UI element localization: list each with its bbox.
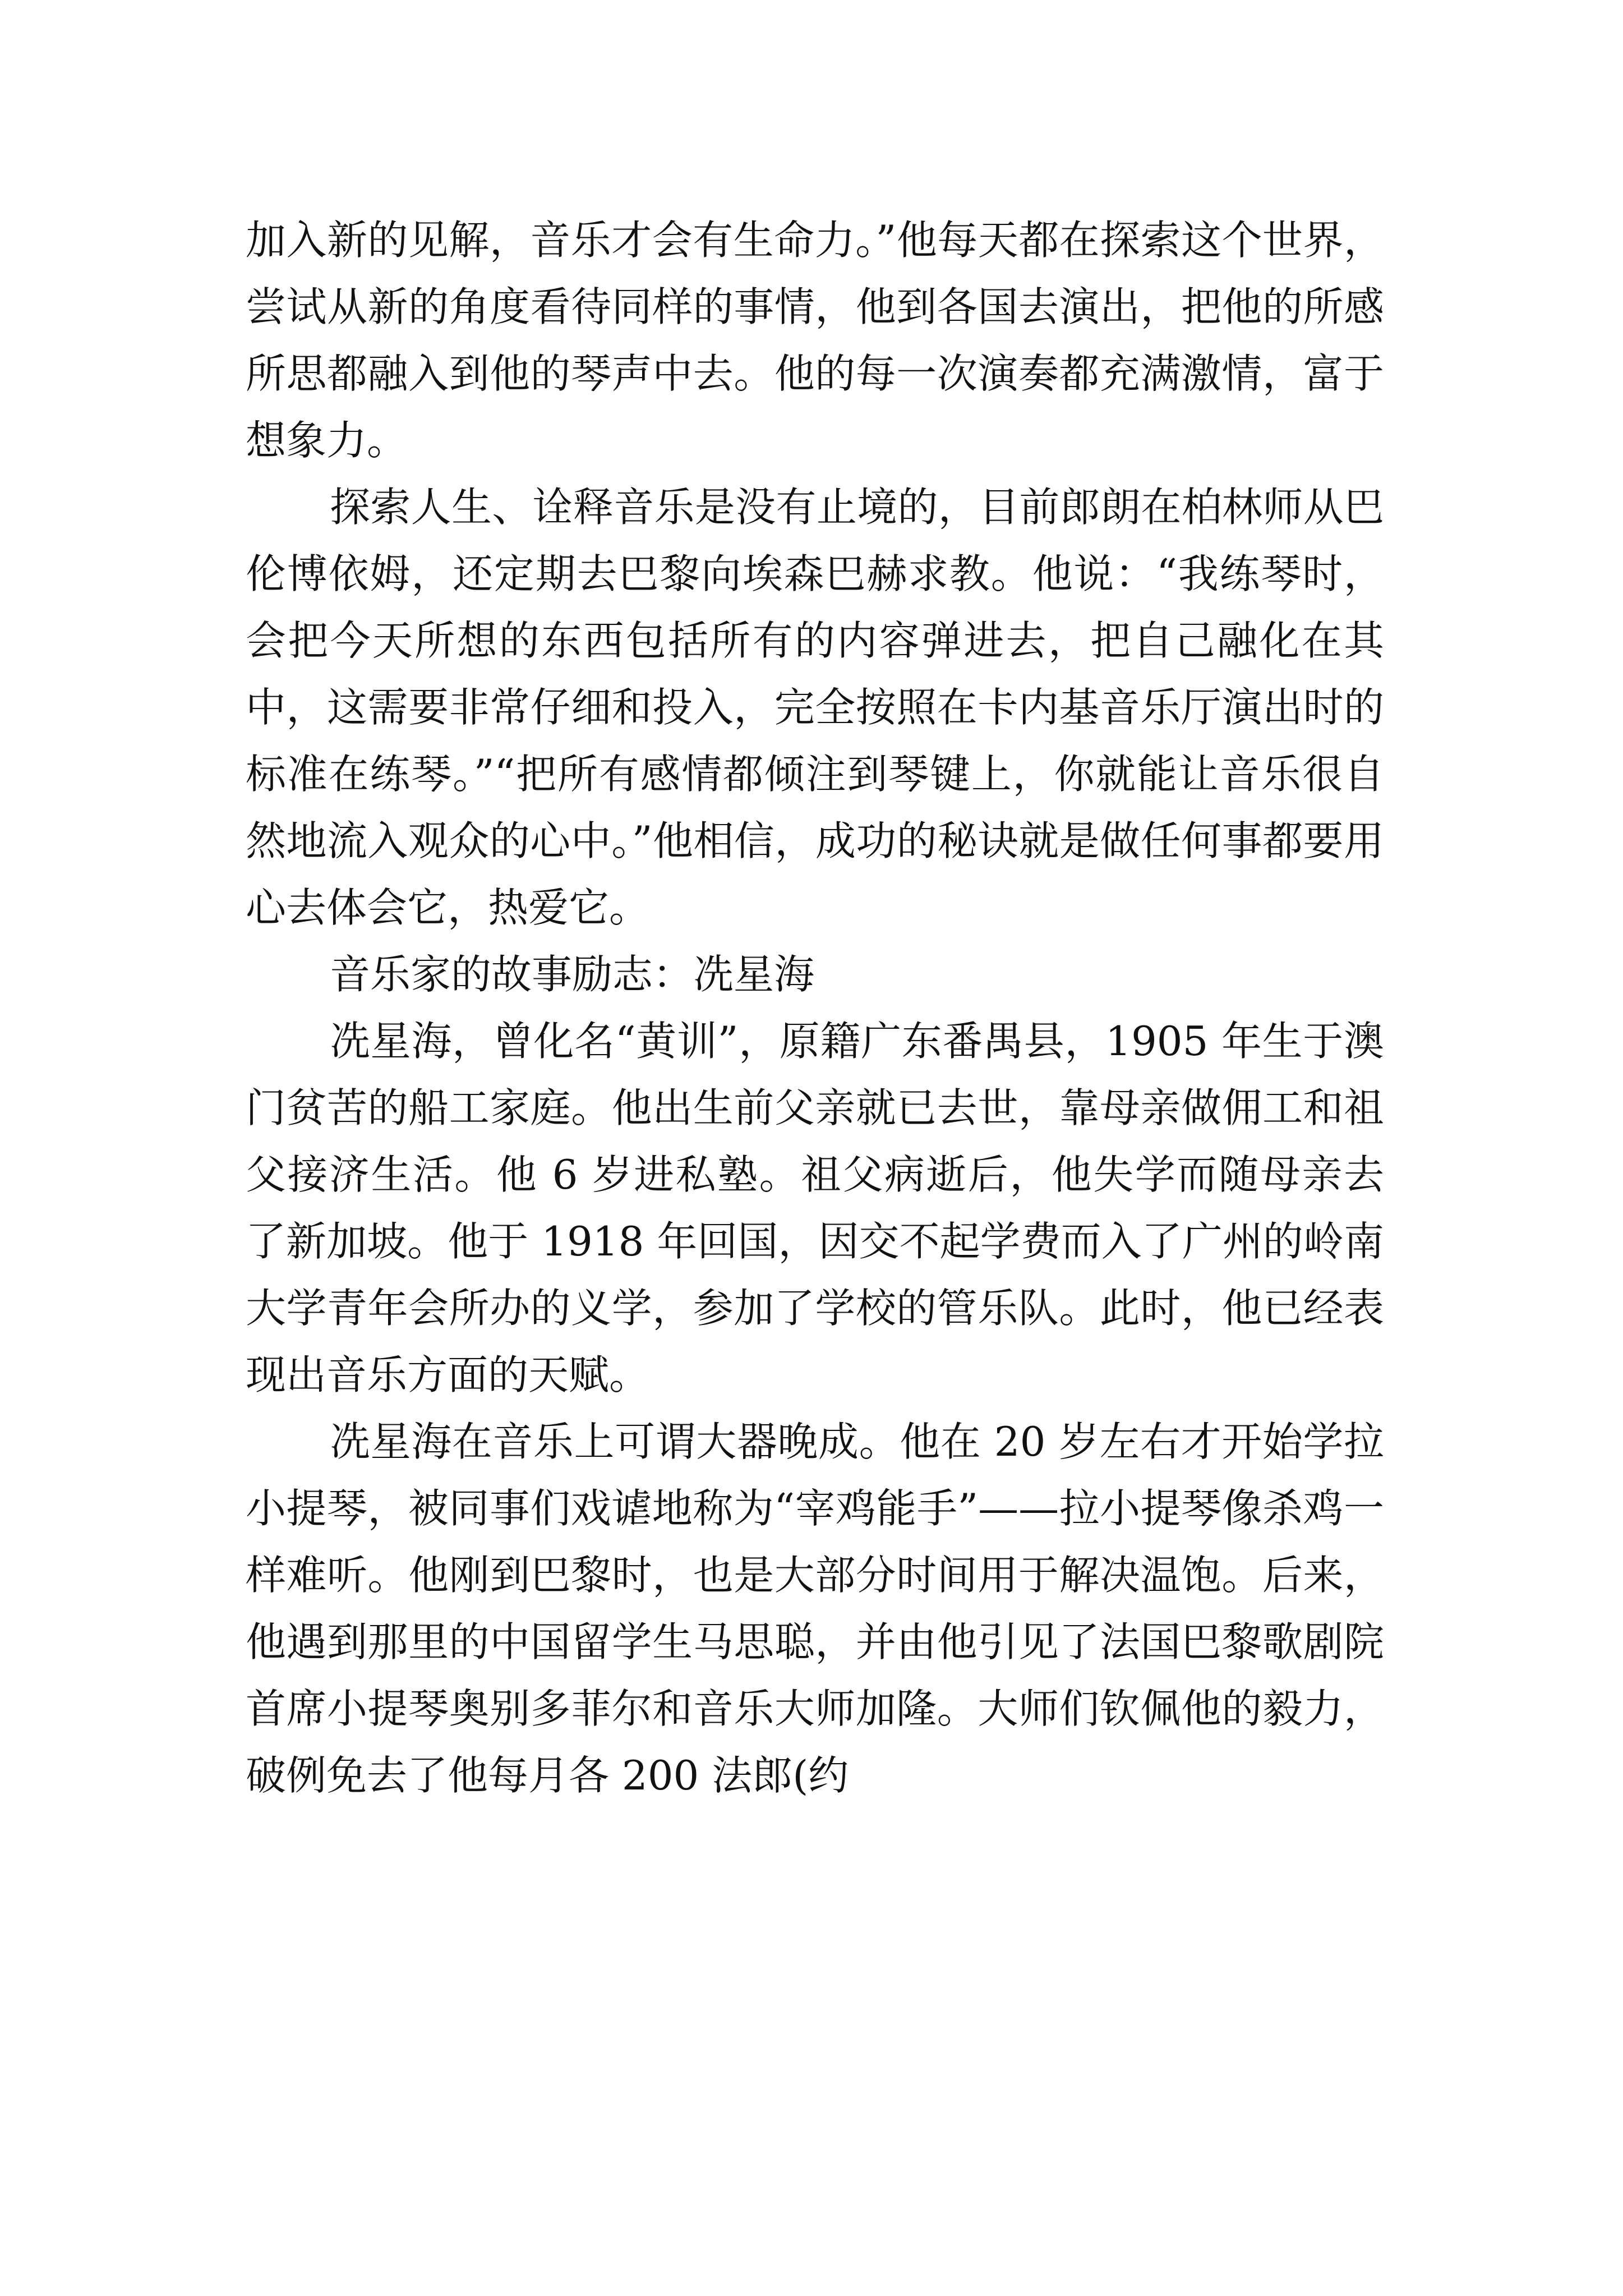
paragraph-4: 冼星海在音乐上可谓大器晚成。他在 20 岁左右才开始学拉小提琴，被同事们戏谑地称为“宰鸡能手”——拉小提琴像杀鸡一样难听。他刚到巴黎时，也是大部分时间用于解决温饱。后来，他遇到那里的中国留学生马思聪，并由他引见了法国巴黎歌剧院首席小提琴奥别多菲尔和音乐大师加隆。大师们钦佩他的毅力，破例免去了他每月各 200 法郎(约: [246, 1418, 1384, 1799]
section-heading: 音乐家的故事励志：冼星海: [330, 951, 815, 998]
paragraph-3: 冼星海，曾化名“黄训”，原籍广东番禺县，1905 年生于澳门贫苦的船工家庭。他出生前父亲就已去世，靠母亲做佣工和祖父接济生活。他 6 岁进私塾。祖父病逝后，他失学而随母亲去了新加坡。他于 1918 年回国，因交不起学费而入了广州的岭南大学青年会所办的义学，参加了学校的管乐队。此时，他已经表现出音乐方面的天赋。: [246, 1018, 1384, 1398]
paragraph-1: 加入新的见解，音乐才会有生命力。”他每天都在探索这个世界，尝试从新的角度看待同样的事情，他到各国去演出，把他的所感所思都融入到他的琴声中去。他的每一次演奏都充满激情，富于想象力。: [246, 217, 1384, 464]
paragraph-2: 探索人生、诠释音乐是没有止境的，目前郎朗在柏林师从巴伦博依姆，还定期去巴黎向埃森巴赫求教。他说：“我练琴时，会把今天所想的东西包括所有的内容弹进去，把自己融化在其中，这需要非常仔细和投入，完全按照在卡内基音乐厅演出时的标准在练琴。”“把所有感情都倾注到琴键上，你就能让音乐很自然地流入观众的心中。”他相信，成功的秘诀就是做任何事都要用心去体会它，热爱它。: [246, 484, 1384, 931]
document-body: [246, 207, 1384, 1809]
